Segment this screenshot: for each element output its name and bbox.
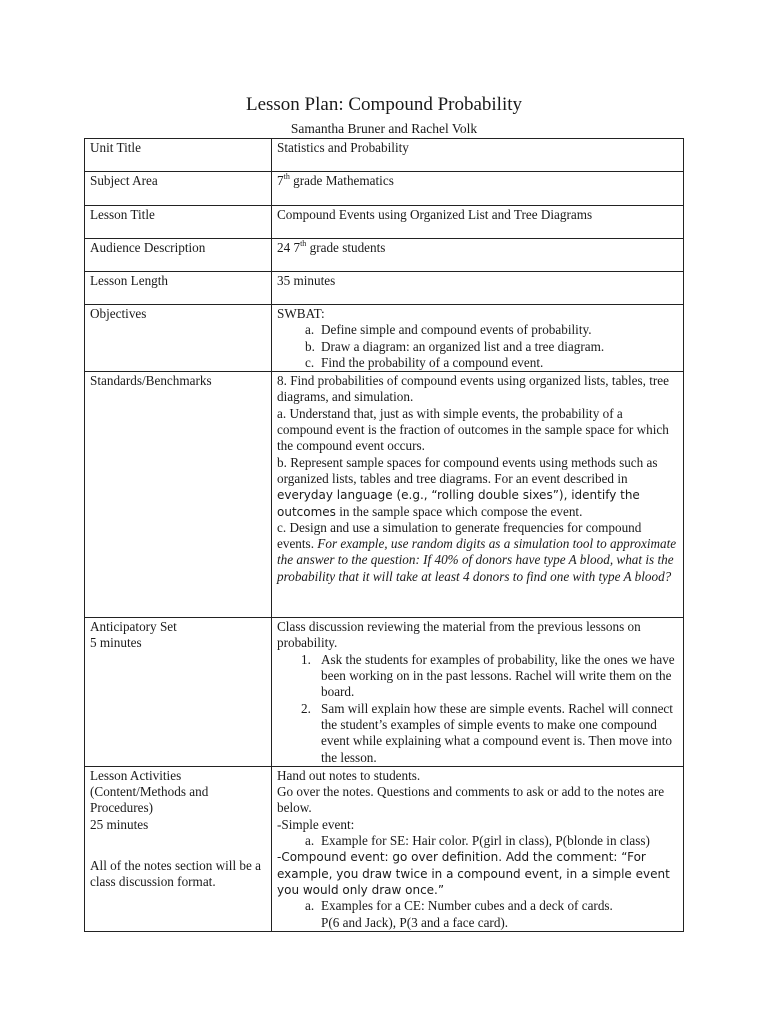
activities-label-note: All of the notes section will be a class discussion format. xyxy=(90,858,262,890)
table-row xyxy=(85,305,684,372)
list-marker: c. xyxy=(305,354,315,370)
activities-line-handout: Hand out notes to students. xyxy=(277,767,421,783)
anticipatory-intro: Class discussion reviewing the material from the previous lessons on probability. xyxy=(277,619,641,651)
objective-text: Draw a diagram: an organized list and a tree diagram. xyxy=(321,338,605,354)
table-row xyxy=(85,206,684,239)
subject-grade-suffix: th xyxy=(283,172,290,181)
table-row xyxy=(85,139,684,172)
subject-area-label: Subject Area xyxy=(85,172,272,206)
list-item xyxy=(277,701,678,766)
subject-grade-rest: grade Mathematics xyxy=(289,173,394,188)
audience-count: 24 7 xyxy=(277,240,301,255)
table-row xyxy=(85,766,684,931)
compound-event-example: Examples for a CE: Number cubes and a deck of cards. xyxy=(321,898,613,914)
lesson-length-value: 35 minutes xyxy=(272,272,684,305)
anticipatory-value xyxy=(272,618,684,767)
table-row xyxy=(85,372,684,618)
audience-rest: grade students xyxy=(306,240,386,255)
standards-p2: a. Understand that, just as with simple events, the probability of a compound event is the fraction of outcomes in the sample space for which the compound event occurs. xyxy=(277,405,669,454)
list-marker: b. xyxy=(305,338,315,354)
activities-label-procedures: Procedures) xyxy=(90,800,153,816)
activities-line-notes: Go over the notes. Questions and comments to ask or add to the notes are below. xyxy=(277,784,665,816)
table-row xyxy=(85,272,684,305)
list-marker: a. xyxy=(305,322,315,338)
lesson-title-value: Compound Events using Organized List and Tree Diagrams xyxy=(272,206,684,239)
standards-label: Standards/Benchmarks xyxy=(85,372,272,618)
anticipatory-step-text: Ask the students for examples of probability, like the ones we have been working on in the past lessons. Rachel will write them on the board. xyxy=(321,651,675,700)
table-row xyxy=(85,618,684,767)
unit-title-value: Statistics and Probability xyxy=(272,139,684,172)
subject-area-value xyxy=(272,172,684,206)
audience-value xyxy=(272,239,684,272)
table-row xyxy=(85,239,684,272)
list-item xyxy=(277,355,678,371)
standards-p4 xyxy=(277,520,678,585)
list-marker: 1. xyxy=(301,651,311,667)
objectives-intro: SWBAT: xyxy=(277,306,325,321)
list-item xyxy=(277,322,678,338)
simple-event-example: Example for SE: Hair color. P(girl in class), P(blonde in class) xyxy=(321,833,650,849)
page-title: Lesson Plan: Compound Probability xyxy=(245,94,523,115)
authors: Samantha Bruner and Rachel Volk xyxy=(290,121,478,136)
objective-text: Define simple and compound events of probability. xyxy=(321,322,592,338)
activities-label-duration: 25 minutes xyxy=(90,816,149,832)
list-item xyxy=(277,898,678,914)
activities-line-compound: -Compound event: go over definition. Add the comment: “For example, you draw twice in a compound event, in a simple event you would only draw once.” xyxy=(277,850,670,897)
activities-value xyxy=(272,766,684,931)
standards-p4-text: c. Design and use a simulation to generate frequencies for compound events. xyxy=(277,519,642,552)
standards-p3-a: b. Represent sample spaces for compound events using methods such as organized lists, tables and tree diagrams. For an event described in xyxy=(277,454,658,486)
audience-grade-suffix: th xyxy=(300,239,307,248)
list-item xyxy=(277,833,678,849)
activities-label-title: Lesson Activities xyxy=(90,767,182,783)
standards-p3 xyxy=(277,455,678,520)
objectives-value xyxy=(272,305,684,372)
unit-title-label: Unit Title xyxy=(85,139,272,172)
objective-text: Find the probability of a compound event. xyxy=(321,354,544,370)
audience-label: Audience Description xyxy=(85,239,272,272)
activities-label-methods: (Content/Methods and xyxy=(90,784,209,800)
standards-p1: 8. Find probabilities of compound events using organized lists, tables, tree diagrams, and simulation. xyxy=(277,373,670,405)
list-item xyxy=(277,339,678,355)
standards-p3-b: everyday language (e.g., “rolling double sixes”), identify the outcomes xyxy=(277,488,640,519)
anticipatory-list xyxy=(277,652,678,766)
standards-p4-example: For example, use random digits as a simulation tool to approximate the answer to the question: If 40% of donors have type A blood, what is the probability that it will take at least 4 donors to find one with type A blood? xyxy=(277,536,677,584)
lesson-plan-table xyxy=(84,138,684,932)
list-item xyxy=(277,652,678,701)
objectives-list xyxy=(277,322,678,371)
table-row xyxy=(85,172,684,206)
objectives-label: Objectives xyxy=(85,305,272,372)
standards-p3-c: in the sample space which compose the event. xyxy=(335,503,583,519)
compound-event-example-2: P(6 and Jack), P(3 and a face card). xyxy=(321,914,509,930)
simple-event-list xyxy=(277,833,678,849)
standards-value xyxy=(272,372,684,618)
anticipatory-label-title: Anticipatory Set xyxy=(90,619,177,635)
anticipatory-label-duration: 5 minutes xyxy=(90,635,142,651)
list-marker: a. xyxy=(305,833,315,849)
lesson-title-label: Lesson Title xyxy=(85,206,272,239)
anticipatory-step-text: Sam will explain how these are simple events. Rachel will connect the student’s examples of simple events to make one compound event while explaining what a compound event is. Then move into the lesson. xyxy=(321,700,673,765)
activities-line-simple: -Simple event: xyxy=(277,816,355,832)
compound-event-list xyxy=(277,898,678,914)
activities-label xyxy=(85,766,272,931)
anticipatory-label xyxy=(85,618,272,767)
lesson-length-label: Lesson Length xyxy=(85,272,272,305)
list-marker: 2. xyxy=(301,700,311,716)
subject-grade-number: 7 xyxy=(277,173,284,188)
list-marker: a. xyxy=(305,898,315,914)
